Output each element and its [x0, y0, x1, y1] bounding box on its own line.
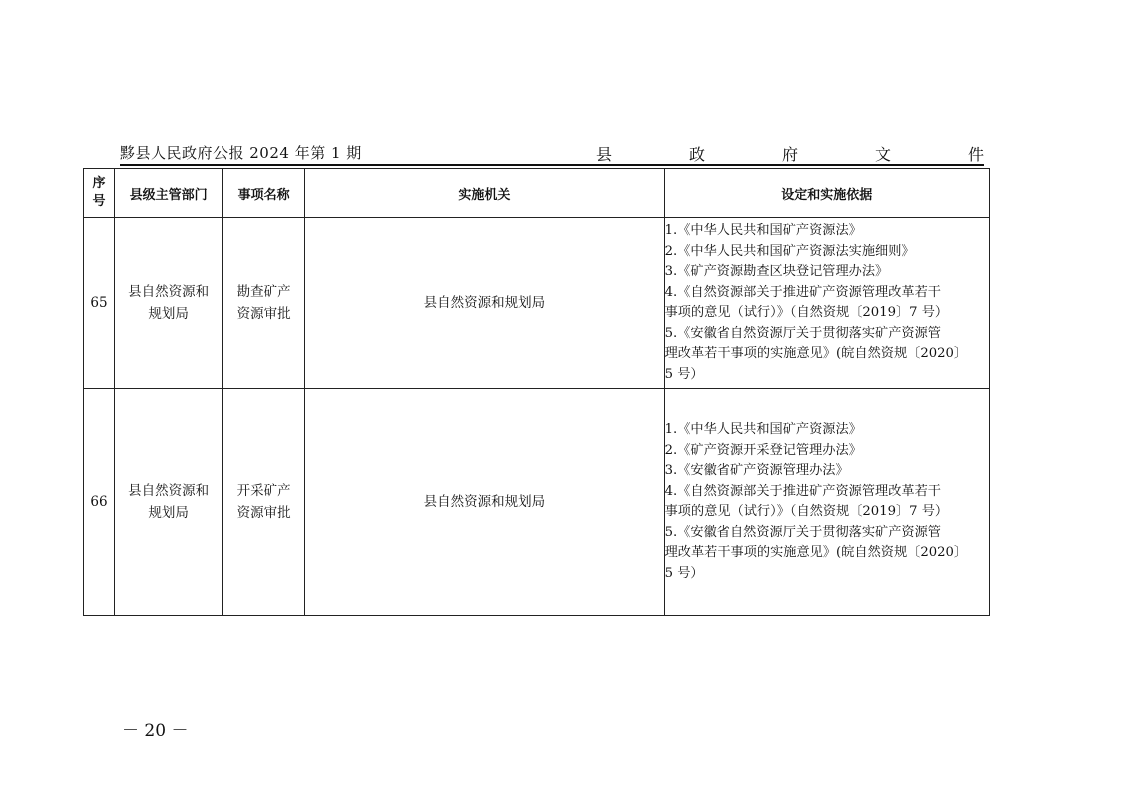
dept-line: 规划局: [148, 306, 189, 322]
row-item-name: [223, 389, 305, 616]
basis-line: 事项的意见（试行）》（自然资规〔2019〕7 号）: [664, 305, 949, 320]
row-org: 县自然资源和规划局: [305, 389, 664, 616]
row-item-name: [223, 218, 305, 389]
basis-line: 2.《中华人民共和国矿产资源法实施细则》: [664, 243, 915, 259]
section-label: [596, 142, 984, 165]
page-number: － 20 －: [122, 721, 189, 741]
section-label-char: 文: [874, 145, 891, 164]
column-header-org: 实施机关: [305, 169, 664, 218]
basis-line: 5 号）: [664, 565, 704, 581]
basis-line: 1.《中华人民共和国矿产资源法》: [664, 422, 862, 437]
section-label-char: 件: [967, 145, 984, 164]
header-rule-thick: [120, 164, 984, 166]
approval-items-table: [83, 168, 990, 616]
section-label-char: 政: [688, 145, 705, 164]
row-dept: [115, 218, 223, 389]
column-header-item: 事项名称: [223, 169, 305, 218]
basis-line: 1.《中华人民共和国矿产资源法》: [664, 223, 862, 238]
basis-line: 3.《矿产资源勘查区块登记管理办法》: [664, 264, 889, 279]
row-org: 县自然资源和规划局: [305, 218, 664, 389]
basis-line: 理改革若干事项的实施意见》(皖自然资规〔2020〕: [664, 545, 968, 560]
gazette-title: 黟县人民政府公报 2024 年第 1 期: [120, 144, 362, 162]
item-line: 勘查矿产: [236, 284, 291, 300]
basis-line: 事项的意见（试行）》（自然资规〔2019〕7 号）: [664, 504, 949, 519]
running-header: [120, 142, 984, 164]
basis-line: 3.《安徽省矿产资源管理办法》: [664, 463, 849, 478]
row-number: 66: [84, 389, 115, 616]
table-row: [84, 218, 990, 389]
row-basis: [664, 218, 989, 389]
column-header-no: [84, 169, 115, 218]
section-label-char: 县: [596, 145, 613, 164]
column-header-text: 序号: [92, 176, 106, 209]
item-line: 资源审批: [236, 306, 291, 322]
table-row: [84, 389, 990, 616]
row-basis: [664, 389, 989, 616]
row-number: 65: [84, 218, 115, 389]
column-header-dept: 县级主管部门: [115, 169, 223, 218]
table-header-row: [84, 169, 990, 218]
basis-line: 2.《矿产资源开采登记管理办法》: [664, 442, 862, 458]
dept-line: 县自然资源和: [128, 483, 210, 499]
item-line: 开采矿产: [236, 483, 291, 499]
basis-line: 4.《自然资源部关于推进矿产资源管理改革若干: [664, 284, 941, 300]
row-dept: [115, 389, 223, 616]
basis-line: 5 号）: [664, 366, 704, 382]
section-label-char: 府: [781, 145, 798, 164]
basis-line: 理改革若干事项的实施意见》(皖自然资规〔2020〕: [664, 346, 968, 361]
basis-line: 4.《自然资源部关于推进矿产资源管理改革若干: [664, 483, 941, 499]
item-line: 资源审批: [236, 505, 291, 521]
dept-line: 规划局: [148, 505, 189, 521]
dept-line: 县自然资源和: [128, 284, 210, 300]
basis-line: 5.《安徽省自然资源厅关于贯彻落实矿产资源管: [664, 325, 941, 341]
column-header-basis: 设定和实施依据: [664, 169, 989, 218]
basis-line: 5.《安徽省自然资源厅关于贯彻落实矿产资源管: [664, 524, 941, 540]
